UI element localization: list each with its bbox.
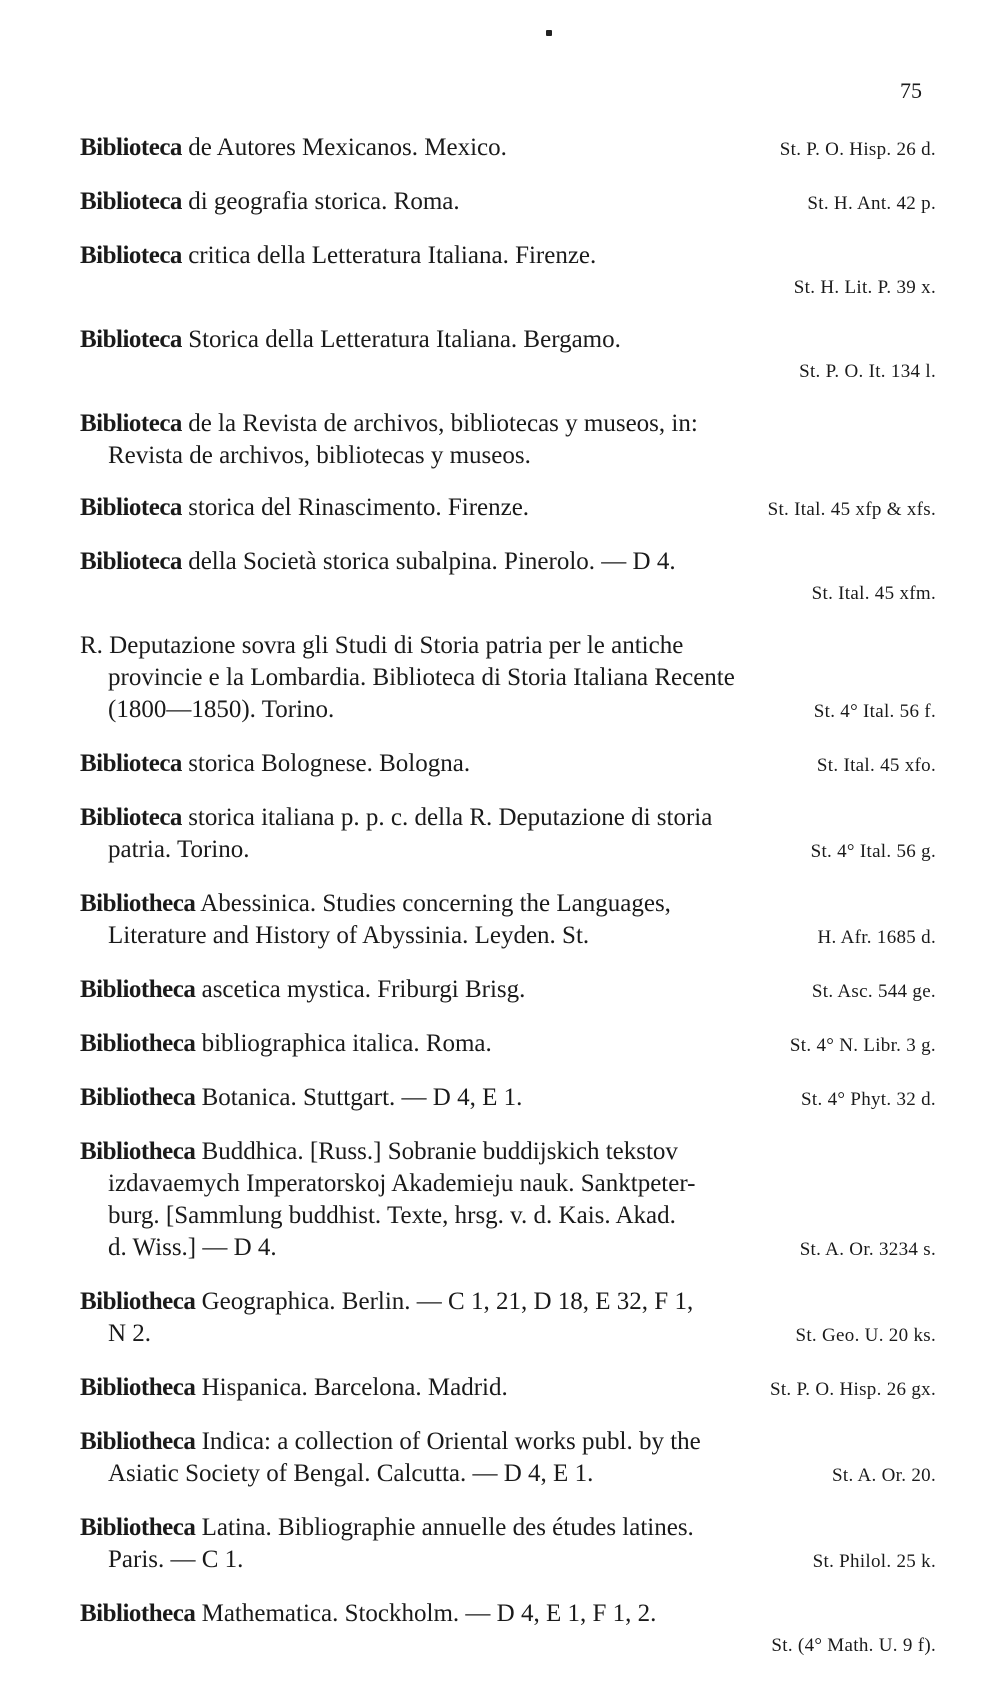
entry-line: [80, 1286, 936, 1318]
entry-line: [80, 748, 936, 782]
entry-text: Bibliotheca Latina. Bibliographie annuelle des études latines.: [80, 1514, 694, 1541]
entry-line: [80, 324, 936, 356]
entry-text: burg. [Sammlung buddhist. Texte, hrsg. v. d. Kais. Akad.: [108, 1202, 676, 1229]
index-entry: [80, 1598, 936, 1662]
entry-line: [80, 1458, 936, 1492]
entry-line: [80, 1544, 936, 1578]
entry-text: Bibliotheca Abessinica. Studies concerning the Languages,: [80, 890, 671, 917]
index-entry: [80, 974, 936, 1008]
index-entry: [80, 240, 936, 304]
entry-text: N 2.: [108, 1320, 152, 1347]
shelf-mark: St. Philol. 25 k.: [812, 1551, 936, 1572]
entry-text: Biblioteca de Autores Mexicanos. Mexico.: [80, 134, 507, 161]
entry-line: [80, 1598, 936, 1630]
entry-text: Literature and History of Abyssinia. Leyden. St.: [108, 922, 590, 949]
entry-line: [80, 1372, 936, 1406]
entry-line: [80, 630, 936, 662]
shelf-mark: St. Geo. U. 20 ks.: [795, 1325, 936, 1346]
entry-line: [80, 1082, 936, 1116]
index-entry: [80, 1512, 936, 1578]
entry-text: Biblioteca di geografia storica. Roma.: [80, 188, 460, 215]
entry-text: Biblioteca della Società storica subalpina. Pinerolo. — D 4.: [80, 548, 676, 575]
entry-line: [80, 694, 936, 728]
index-entry: [80, 630, 936, 728]
shelf-mark: St. Ital. 45 xfo.: [816, 755, 936, 776]
entry-text: izdavaemych Imperatorskoj Akademieju nauk. Sanktpeter-: [108, 1170, 696, 1197]
entry-line: [80, 546, 936, 578]
entry-line: [80, 1028, 936, 1062]
entry-line: [80, 440, 936, 472]
entry-text: Biblioteca storica italiana p. p. c. della R. Deputazione di storia: [80, 804, 713, 831]
index-entry: [80, 1028, 936, 1062]
entry-text: Bibliotheca Geographica. Berlin. — C 1, 21, D 18, E 32, F 1,: [80, 1288, 694, 1315]
entry-text: Bibliotheca Indica: a collection of Oriental works publ. by the: [80, 1428, 701, 1455]
entry-line: [80, 1136, 936, 1168]
entry-line: [80, 1426, 936, 1458]
entry-text: Paris. — C 1.: [108, 1546, 244, 1573]
index-entry: [80, 1426, 936, 1492]
index-entry: [80, 546, 936, 610]
entry-text: provincie e la Lombardia. Biblioteca di Storia Italiana Recente: [108, 664, 735, 691]
shelf-mark: St. Ital. 45 xfm.: [811, 583, 936, 604]
index-entry: [80, 186, 936, 220]
shelf-mark: H. Afr. 1685 d.: [817, 927, 936, 948]
entry-line: [80, 408, 936, 440]
entry-line: [80, 1630, 936, 1662]
entry-text: Bibliotheca bibliographica italica. Roma.: [80, 1030, 492, 1057]
entry-text: Revista de archivos, bibliotecas y museos.: [108, 442, 531, 469]
entry-line: [80, 272, 936, 304]
entry-text: Bibliotheca Botanica. Stuttgart. — D 4, E 1.: [80, 1084, 523, 1111]
entry-line: [80, 578, 936, 610]
entry-line: [80, 1512, 936, 1544]
index-entry: [80, 324, 936, 388]
index-entry: [80, 1136, 936, 1266]
entry-text: Bibliotheca ascetica mystica. Friburgi Brisg.: [80, 976, 526, 1003]
entry-line: [80, 802, 936, 834]
entry-line: [80, 662, 936, 694]
shelf-mark: St. (4° Math. U. 9 f).: [771, 1635, 936, 1656]
entry-line: [80, 1200, 936, 1232]
entry-text: Bibliotheca Mathematica. Stockholm. — D 4, E 1, F 1, 2.: [80, 1600, 657, 1627]
entry-text: Biblioteca critica della Letteratura Italiana. Firenze.: [80, 242, 597, 269]
entry-text: Asiatic Society of Bengal. Calcutta. — D 4, E 1.: [108, 1460, 594, 1487]
entry-line: [80, 132, 936, 166]
index-entry: [80, 748, 936, 782]
shelf-mark: St. P. O. It. 134 l.: [799, 361, 936, 382]
index-entry: [80, 492, 936, 526]
entry-line: [80, 888, 936, 920]
index-entry: [80, 1082, 936, 1116]
shelf-mark: St. Asc. 544 ge.: [811, 981, 936, 1002]
shelf-mark: St. A. Or. 3234 s.: [799, 1239, 936, 1260]
shelf-mark: St. H. Ant. 42 p.: [807, 193, 936, 214]
shelf-mark: St. 4° Ital. 56 f.: [813, 701, 936, 722]
index-entry: [80, 888, 936, 954]
entry-text: R. Deputazione sovra gli Studi di Storia patria per le antiche: [80, 632, 684, 659]
entry-text: d. Wiss.] — D 4.: [108, 1234, 277, 1261]
entry-line: [80, 974, 936, 1008]
entry-text: Biblioteca Storica della Letteratura Italiana. Bergamo.: [80, 326, 621, 353]
entry-text: Bibliotheca Hispanica. Barcelona. Madrid.: [80, 1374, 508, 1401]
shelf-mark: St. 4° N. Libr. 3 g.: [789, 1035, 936, 1056]
entry-line: [80, 356, 936, 388]
shelf-mark: St. P. O. Hisp. 26 gx.: [769, 1379, 936, 1400]
entry-line: [80, 240, 936, 272]
entry-line: [80, 834, 936, 868]
entry-text: patria. Torino.: [108, 836, 250, 863]
entry-line: [80, 1168, 936, 1200]
index-entry: [80, 802, 936, 868]
entry-line: [80, 492, 936, 526]
index-entry: [80, 132, 936, 166]
entry-line: [80, 186, 936, 220]
index-entry: [80, 1372, 936, 1406]
shelf-mark: St. Ital. 45 xfp & xfs.: [767, 499, 936, 520]
page-number: 75: [900, 78, 922, 103]
index-entry: [80, 408, 936, 472]
shelf-mark: St. P. O. Hisp. 26 d.: [779, 139, 936, 160]
entry-text: Bibliotheca Buddhica. [Russ.] Sobranie buddijskich tekstov: [80, 1138, 678, 1165]
entry-text: Biblioteca de la Revista de archivos, bibliotecas y museos, in:: [80, 410, 698, 437]
index-entry: [80, 1286, 936, 1352]
shelf-mark: St. 4° Ital. 56 g.: [810, 841, 936, 862]
index-page: [80, 132, 936, 1682]
shelf-mark: St. 4° Phyt. 32 d.: [801, 1089, 936, 1110]
entry-line: [80, 1318, 936, 1352]
printer-mark: [546, 30, 552, 36]
entry-line: [80, 920, 936, 954]
entry-line: [80, 1232, 936, 1266]
shelf-mark: St. A. Or. 20.: [832, 1465, 936, 1486]
entry-text: (1800—1850). Torino.: [108, 696, 335, 723]
entry-text: Biblioteca storica del Rinascimento. Firenze.: [80, 494, 530, 521]
shelf-mark: St. H. Lit. P. 39 x.: [793, 277, 936, 298]
entry-text: Biblioteca storica Bolognese. Bologna.: [80, 750, 471, 777]
